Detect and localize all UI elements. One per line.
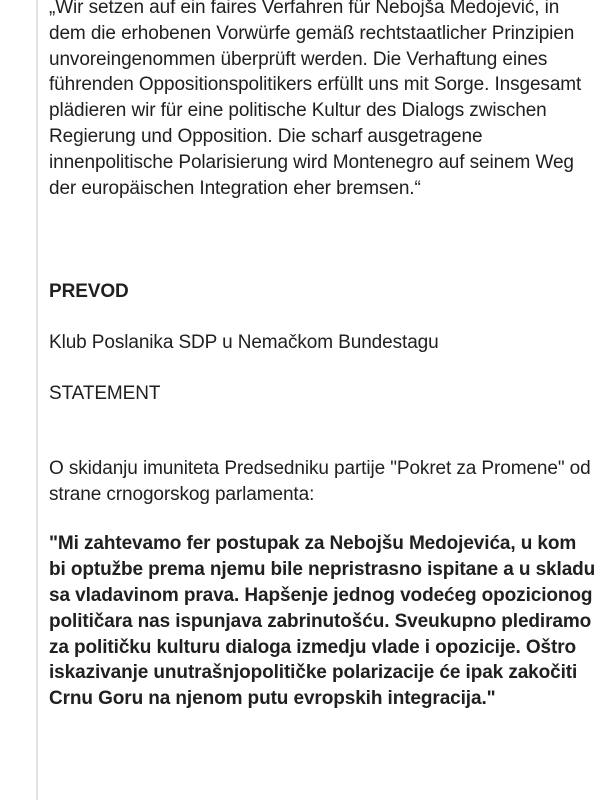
article-body xyxy=(49,0,597,712)
translation-heading: PREVOD xyxy=(49,281,129,303)
club-line: Klub Poslanika SDP u Nemačkom Bundestagu xyxy=(49,332,439,354)
statement-label: STATEMENT xyxy=(49,382,161,404)
serbian-quote: "Mi zahtevamo fer postupak za Nebojšu Medojevića, u kom bi optužbe prema njemu bile nepristrasno ispitane a u skladu sa vladavinom prava. Hapšenje jednog vodećeg opozicionog političara nas ispunjava zabrinutošću. Sveukupno plediramo za političku kulturu dialoga izmedju vlade i opozicije. Oštro iskazivanje unutrašnjopolitičke polarizacije će ipak zakočiti Crnu Goru na njenom putu evropskih integracija." xyxy=(49,533,596,710)
intro-text: O skidanju imuniteta Predsedniku partije "Pokret za Promene" od strane crnogorskog parlamenta: xyxy=(49,457,591,505)
german-quote: „Wir setzen auf ein faires Verfahren für Nebojša Medojević, in dem die erhobenen Vorwürfe gemäß rechtstaatlicher Prinzipien unvoreingenommen überprüft werden. Die Verhaftung eines führenden Oppositionspolitikers erfüllt uns mit Sorge. Insgesamt plädieren wir für eine politische Kultur des Dialogs zwischen Regierung und Opposition. Die scharf ausgetragene innenpolitische Polarisierung wird Montenegro auf seinem Weg der europäischen Integration eher bremsen.“ xyxy=(49,0,582,199)
blockquote-rule xyxy=(36,0,38,800)
